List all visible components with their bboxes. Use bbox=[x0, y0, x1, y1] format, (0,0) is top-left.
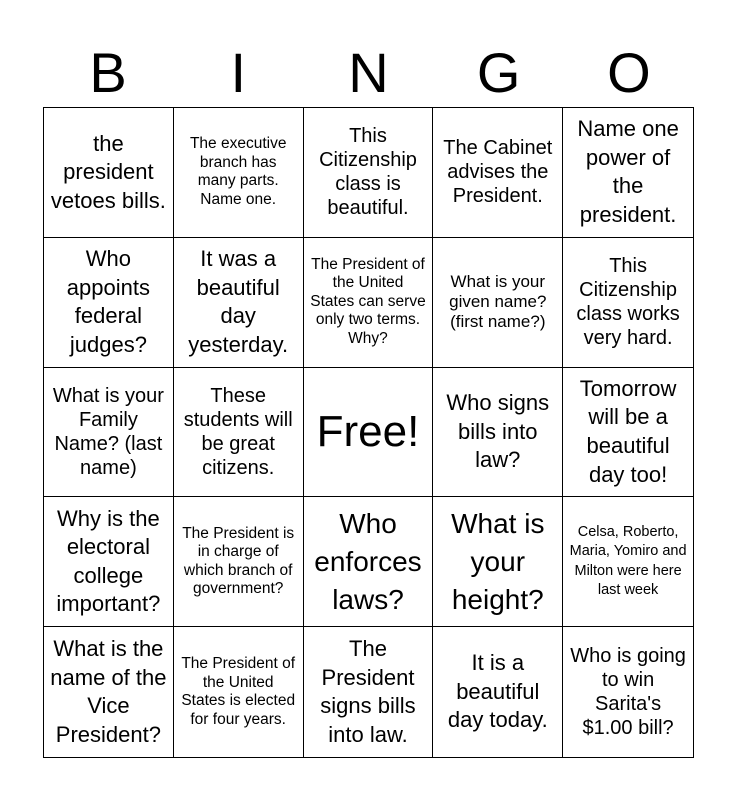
bingo-cell-o5[interactable]: Who is going to win Sarita's $1.00 bill? bbox=[570, 645, 686, 740]
bingo-cell-g5[interactable]: It is a beautiful day today. bbox=[433, 627, 563, 757]
bingo-cell-i4[interactable]: The President is in charge of which branch of government? bbox=[174, 497, 304, 627]
header-letter-n: N bbox=[348, 41, 389, 104]
bingo-header bbox=[43, 38, 694, 108]
bingo-cell-n2[interactable]: The President of the United States can serve only two terms. Why? bbox=[304, 238, 434, 368]
bingo-cell-i5[interactable]: The President of the United States is elected for four years. bbox=[174, 627, 304, 757]
header-letter-o: O bbox=[607, 41, 651, 104]
bingo-cell-i2[interactable]: It was a beautiful day yesterday. bbox=[174, 238, 304, 368]
bingo-cell-o2[interactable]: This Citizenship class works very hard. bbox=[563, 238, 693, 368]
header-letter-g: G bbox=[476, 41, 521, 104]
bingo-cell-b5[interactable]: What is the name of the Vice President? bbox=[44, 627, 174, 757]
bingo-cell-g3[interactable]: Who signs bills into law? bbox=[433, 368, 563, 498]
bingo-cell-i3[interactable]: These students will be great citizens. bbox=[174, 368, 304, 498]
header-letter-i: I bbox=[230, 41, 247, 104]
bingo-card-grid bbox=[43, 107, 694, 758]
header-letter-b: B bbox=[89, 41, 127, 104]
bingo-cell-b4[interactable]: Why is the electoral college important? bbox=[44, 497, 174, 627]
bingo-cell-o3[interactable]: Tomorrow will be a beautiful day too! bbox=[563, 368, 693, 498]
bingo-cell-b3[interactable]: What is your Family Name? (last name) bbox=[44, 368, 174, 498]
bingo-cell-n5[interactable]: The President signs bills into law. bbox=[304, 627, 434, 757]
bingo-cell-g4[interactable]: What is your height? bbox=[433, 497, 563, 627]
bingo-cell-b2[interactable]: Who appoints federal judges? bbox=[44, 238, 174, 368]
bingo-cell-i1[interactable]: The executive branch has many parts. Name one. bbox=[174, 108, 304, 238]
bingo-cell-b1[interactable]: the president vetoes bills. bbox=[44, 108, 174, 238]
bingo-cell-n1[interactable]: This Citizenship class is beautiful. bbox=[304, 108, 434, 238]
bingo-cell-o1[interactable]: Name one power of the president. bbox=[563, 108, 693, 238]
bingo-cell-g2[interactable]: What is your given name? (first name?) bbox=[433, 238, 563, 368]
bingo-cell-o4[interactable]: Celsa, Roberto, Maria, Yomiro and Milton were here last week bbox=[563, 497, 693, 627]
bingo-cell-g1[interactable]: The Cabinet advises the President. bbox=[433, 108, 563, 238]
bingo-cell-free[interactable]: Free! bbox=[304, 368, 434, 498]
bingo-cell-n4[interactable]: Who enforces laws? bbox=[304, 497, 434, 627]
